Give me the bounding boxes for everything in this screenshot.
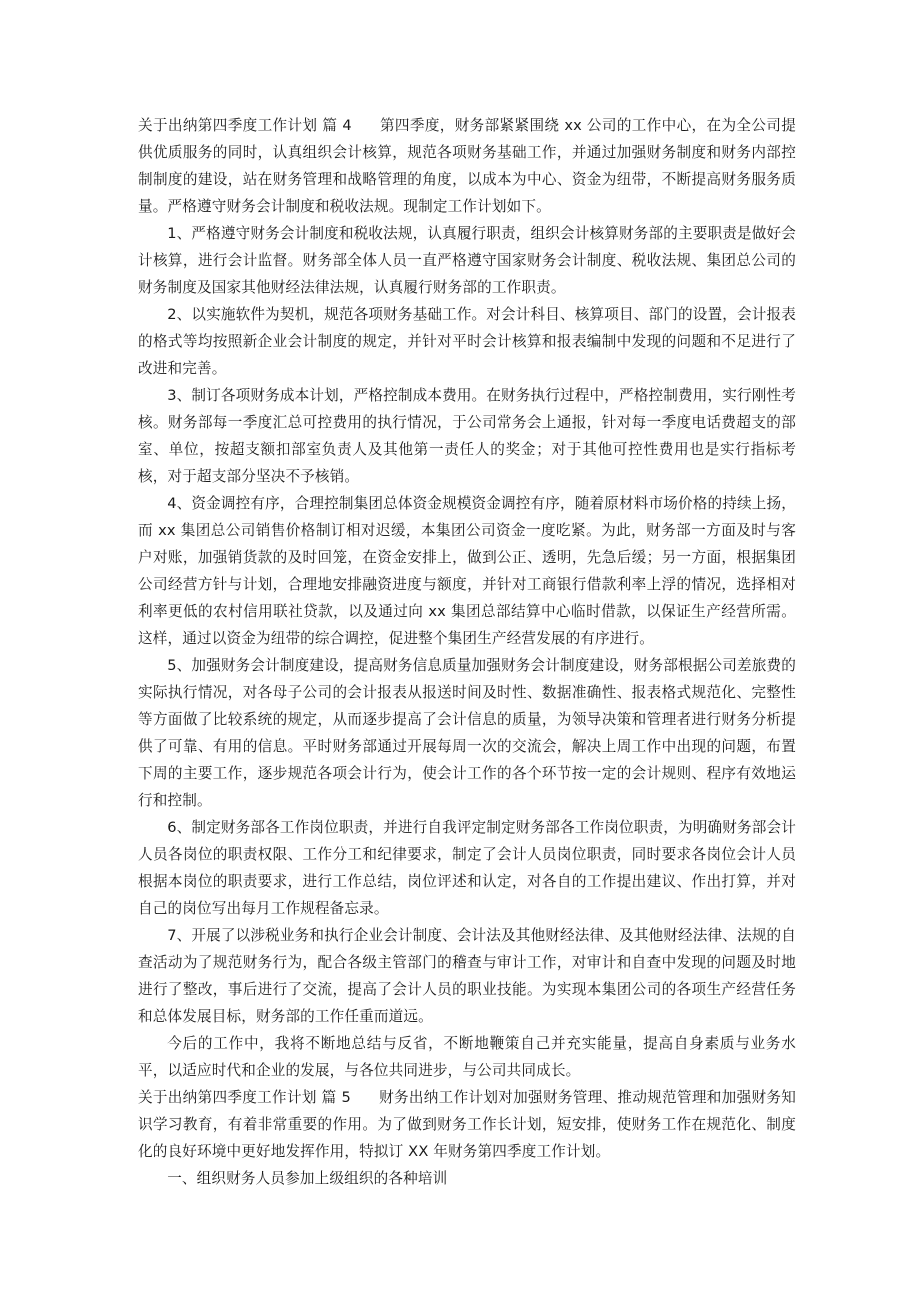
section-4-paragraph-6: 6、制定财务部各工作岗位职责，并进行自我评定制定财务部各工作岗位职责，为明确财务部会计人员各岗位的职责权限、工作分工和纪律要求，制定了会计人员岗位职责，同时要求各岗位会计人员根据本岗位的职责要求，进行工作总结，岗位评述和认定，对各自的工作提出建议、作出打算，并对自己的岗位写出每月工作规程备忘录。 bbox=[138, 819, 796, 917]
section-4-heading-paragraph bbox=[138, 112, 796, 220]
section-5-title: 关于出纳第四季度工作计划 篇 5 bbox=[138, 1089, 351, 1106]
section-4-paragraph-5: 5、加强财务会计制度建设，提高财务信息质量加强财务会计制度建设，财务部根据公司差旅费的实际执行情况，对各母子公司的会计报表从报送时间及时性、数据准确性、报表格式规范化、完整性等方面做了比较系统的规定，从而逐步提高了会计信息的质量，为领导决策和管理者进行财务分析提供了可靠、有用的信息。平时财务部通过开展每周一次的交流会，解决上周工作中出现的问题，布置下周的主要工作，逐步规范各项会计行为，使会计工作的各个环节按一定的会计规则、程序有效地运行和控制。 bbox=[138, 657, 796, 809]
section-4-paragraph-1: 1、严格遵守财务会计制度和税收法规，认真履行职责，组织会计核算财务部的主要职责是做好会计核算，进行会计监督。财务部全体人员一直严格遵守国家财务会计制度、税收法规、集团总公司的财务制度及国家其他财经法律法规，认真履行财务部的工作职责。 bbox=[138, 225, 796, 296]
section-5-intro: 财务出纳工作计划对加强财务管理、推动规范管理和加强财务知识学习教育，有着非常重要的作用。为了做到财务工作长计划，短安排，使财务工作在规范化、制度化的良好环境中更好地发挥作用，特拟订 XX 年财务第四季度工作计划。 bbox=[138, 1089, 797, 1160]
section-5-heading-paragraph bbox=[138, 1084, 796, 1165]
section-5-paragraph-1: 一、组织财务人员参加上级组织的各种培训 bbox=[167, 1170, 448, 1187]
section-4-paragraph-7: 7、开展了以涉税业务和执行企业会计制度、会计法及其他财经法律、及其他财经法律、法规的自查活动为了规范财务行为，配合各级主管部门的稽查与审计工作，对审计和自查中发现的问题及时地进行了整改，事后进行了交流，提高了会计人员的职业技能。为实现本集团公司的各项生产经营任务和总体发展目标，财务部的工作任重而道远。 bbox=[138, 927, 796, 1025]
section-4-paragraph-2: 2、以实施软件为契机，规范各项财务基础工作。对会计科目、核算项目、部门的设置，会计报表的格式等均按照新企业会计制度的规定，并针对平时会计核算和报表编制中发现的问题和不足进行了改进和完善。 bbox=[138, 306, 796, 377]
section-4-title: 关于出纳第四季度工作计划 篇 4 bbox=[138, 117, 352, 134]
section-4-closing-paragraph: 今后的工作中，我将不断地总结与反省，不断地鞭策自己并充实能量，提高自身素质与业务水平，以适应时代和企业的发展，与各位共同进步，与公司共同成长。 bbox=[138, 1035, 796, 1079]
section-4-paragraph-4: 4、资金调控有序，合理控制集团总体资金规模资金调控有序，随着原材料市场价格的持续上扬，而 xx 集团总公司销售价格制订相对迟缓，本集团公司资金一度吃紧。为此，财务部一方面及时与客户对账，加强销货款的及时回笼，在资金安排上，做到公正、透明，先急后缓；另一方面，根据集团公司经营方针与计划，合理地安排融资进度与额度，并针对工商银行借款利率上浮的情况，选择相对利率更低的农村信用联社贷款，以及通过向 xx 集团总部结算中心临时借款，以保证生产经营所需。这样，通过以资金为纽带的综合调控，促进整个集团生产经营发展的有序进行。 bbox=[138, 495, 796, 647]
section-4-paragraph-3: 3、制订各项财务成本计划，严格控制成本费用。在财务执行过程中，严格控制费用，实行刚性考核。财务部每一季度汇总可控费用的执行情况，于公司常务会上通报，针对每一季度电话费超支的部室、单位，按超支额扣部室负责人及其他第一责任人的奖金；对于其他可控性费用也是实行指标考核，对于超支部分坚决不予核销。 bbox=[138, 387, 796, 485]
document-body bbox=[138, 112, 796, 1192]
section-4-intro: 第四季度，财务部紧紧围绕 xx 公司的工作中心，在为全公司提供优质服务的同时，认真组织会计核算，规范各项财务基础工作，并通过加强财务制度和财务内部控制制度的建设，站在财务管理和战略管理的角度，以成本为中心、资金为纽带，不断提高财务服务质量。严格遵守财务会计制度和税收法规。现制定工作计划如下。 bbox=[138, 117, 796, 215]
